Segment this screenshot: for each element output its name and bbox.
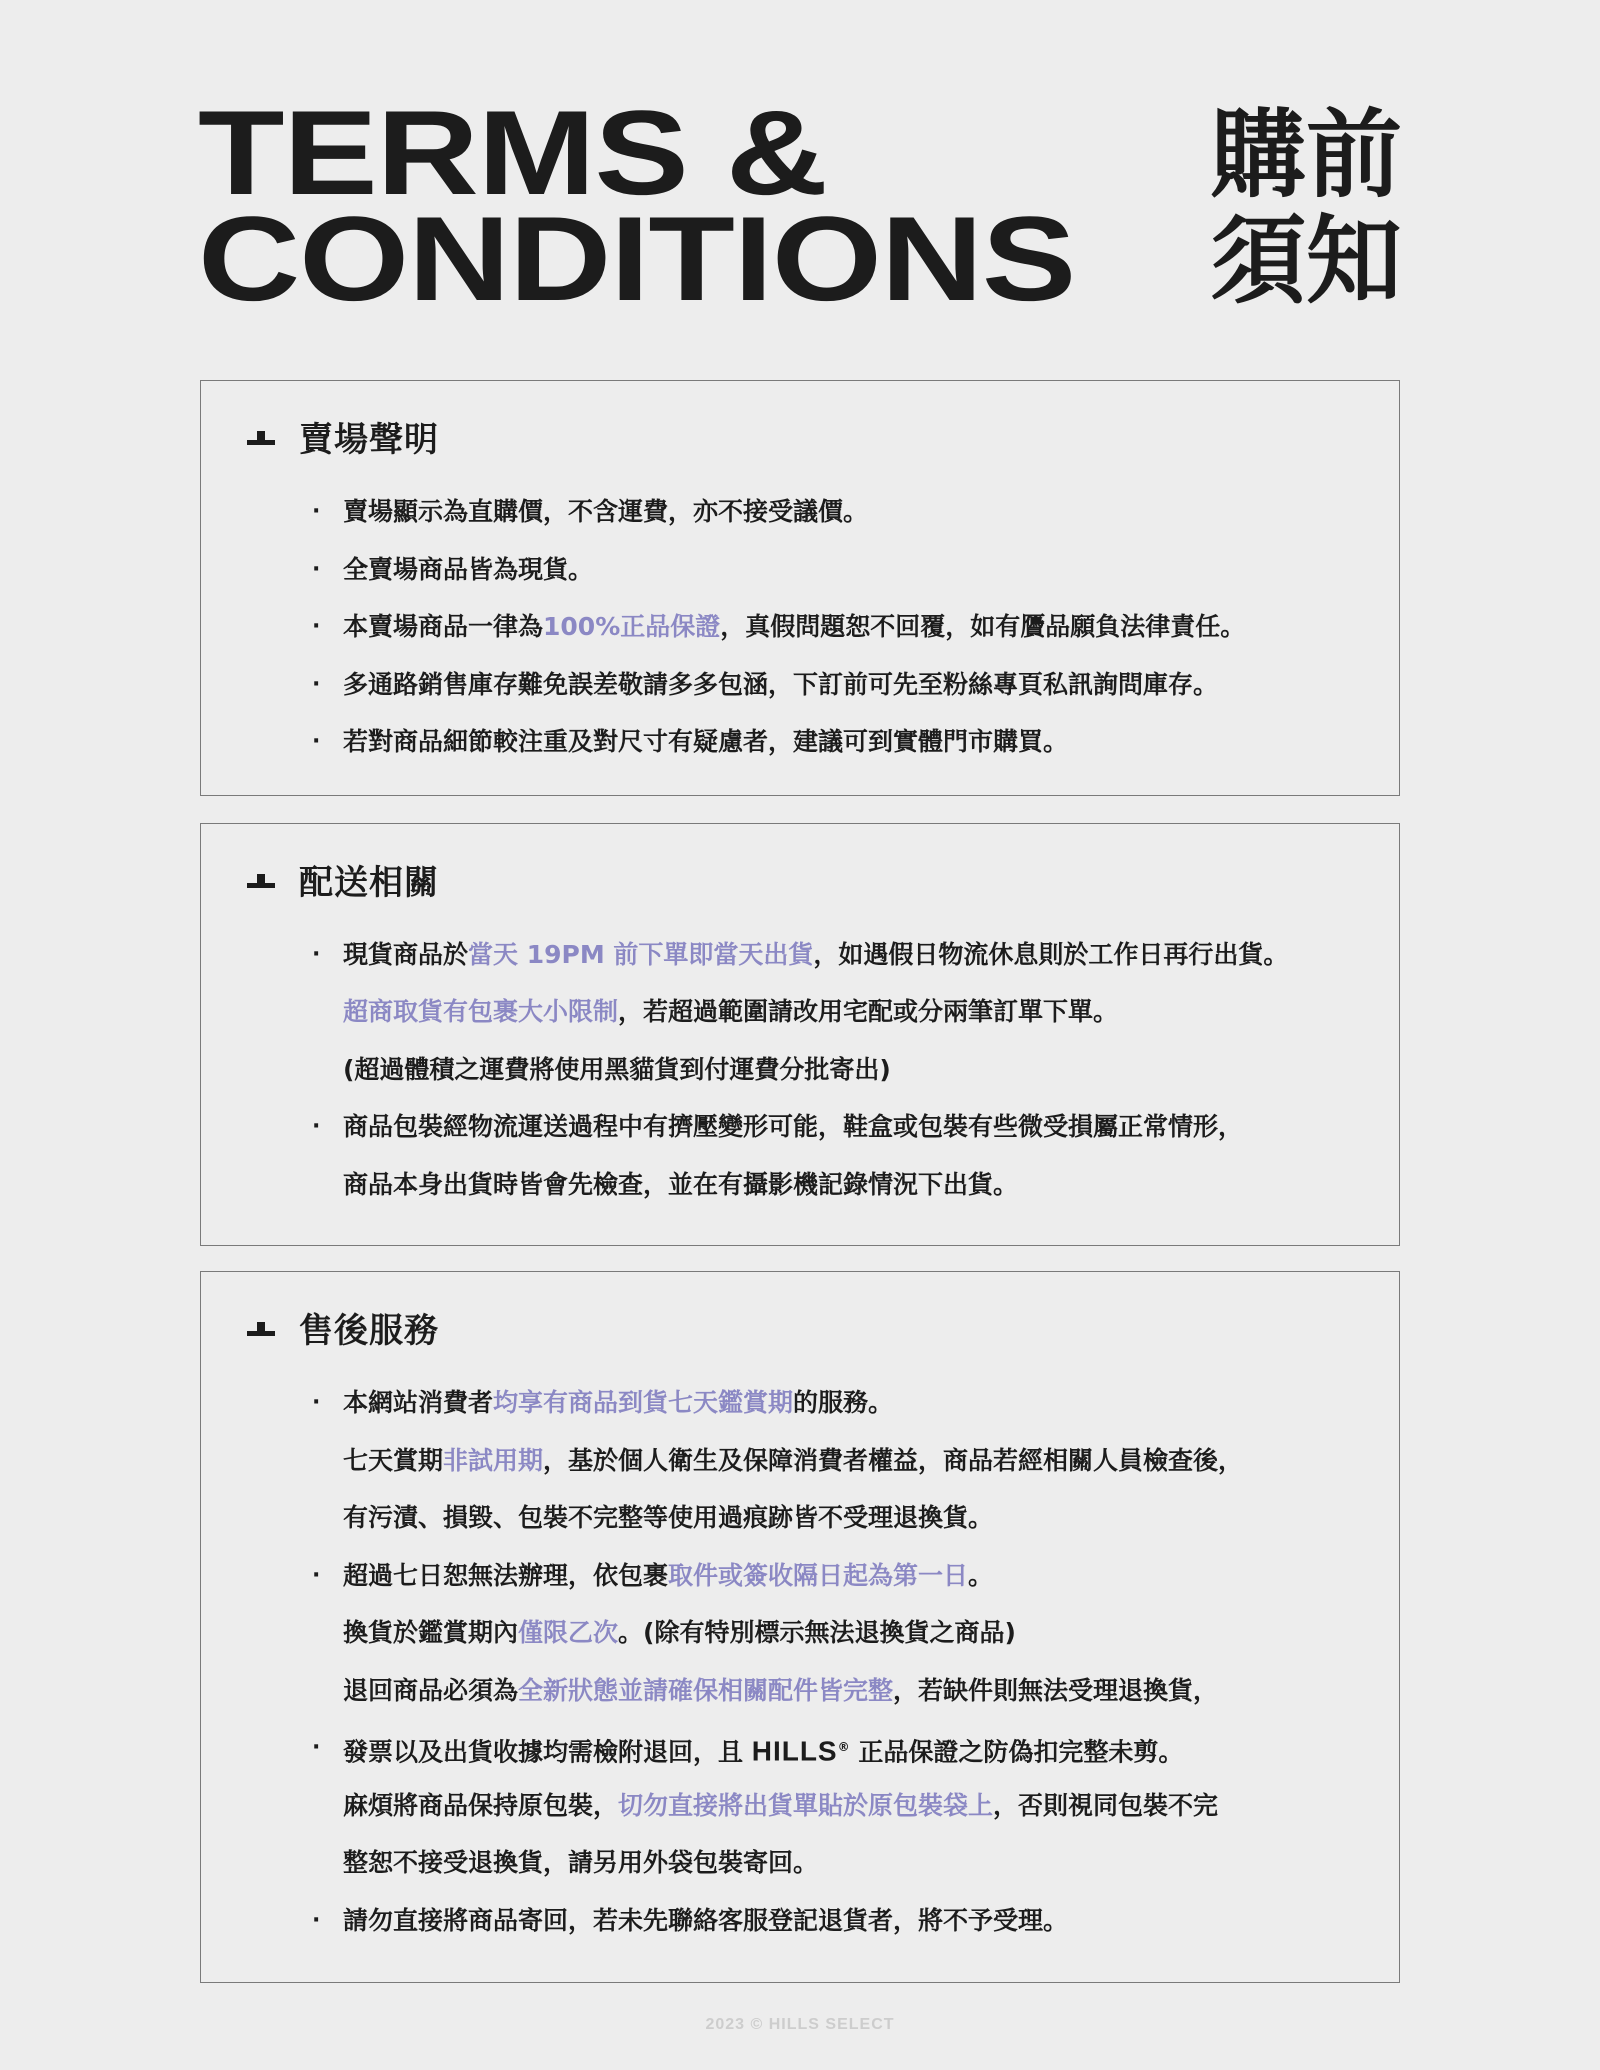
- bullet-icon: ·: [312, 942, 321, 967]
- highlight-text: 100%正品保證: [543, 612, 721, 641]
- item-text: 現貨商品於: [343, 940, 469, 969]
- bullet-icon: ·: [312, 729, 321, 754]
- item-text: 整恕不接受退換貨，請另用外袋包裝寄回。: [343, 1848, 819, 1877]
- item-text: 多通路銷售庫存難免誤差敬請多多包涵，下訂前可先至粉絲專頁私訊詢問庫存。: [343, 669, 1219, 699]
- list-item: [201, 1041, 1399, 1098]
- item-text: 退回商品必須為: [343, 1675, 519, 1705]
- section-marker-icon: [247, 870, 275, 888]
- list-item: [201, 1098, 1399, 1155]
- item-text: 全賣場商品皆為現貨。: [343, 554, 594, 584]
- bullet-icon: ·: [312, 1562, 321, 1588]
- item-text: ，真假問題恕不回覆，如有贗品願負法律責任。: [720, 612, 1246, 641]
- section-title: 賣場聲明: [299, 419, 439, 460]
- bullet-icon: ·: [312, 671, 321, 697]
- list-item: [201, 1432, 1399, 1490]
- item-text: 本網站消費者: [343, 1388, 494, 1417]
- item-text: ，否則視同包裝不完: [993, 1790, 1219, 1820]
- bullet-icon: ·: [312, 556, 321, 582]
- item-text: 商品本身出貨時皆會先檢查，並在有攝影機記錄情況下出貨。: [343, 1169, 1019, 1199]
- registered-mark: ®: [837, 1740, 850, 1754]
- item-text: ，若缺件則無法受理退換貨，: [893, 1675, 1219, 1705]
- item-text: 本賣場商品一律為: [343, 612, 544, 641]
- item-text: (超過體積之運費將使用黑貓貨到付運費分批寄出): [343, 1054, 891, 1084]
- section-title: 售後服務: [299, 1310, 439, 1351]
- list-item: [201, 656, 1399, 714]
- list-item: [201, 541, 1399, 599]
- bullet-icon: ·: [312, 1907, 321, 1933]
- item-text: 七天賞期: [343, 1445, 444, 1475]
- list-item: [201, 983, 1399, 1040]
- list-item: [201, 598, 1399, 656]
- list-item: [201, 1719, 1399, 1777]
- item-text: 賣場顯示為直購價，不含運費，亦不接受議價。: [343, 497, 869, 526]
- highlight-text: 非試用期: [443, 1445, 544, 1475]
- title-chinese-line2: 須知: [1210, 205, 1402, 317]
- list-item: [201, 1374, 1399, 1432]
- item-text: ，如遇假日物流休息則於工作日再行出貨。: [813, 940, 1289, 969]
- item-text: ，若超過範圍請改用宅配或分兩筆訂單下單。: [618, 997, 1119, 1027]
- item-text: 若對商品細節較注重及對尺寸有疑慮者，建議可到實體門市購買。: [343, 727, 1069, 756]
- highlight-text: 均享有商品到貨七天鑑賞期: [493, 1388, 794, 1417]
- highlight-text: 切勿直接將出貨單貼於原包裝袋上: [618, 1790, 994, 1820]
- highlight-text: 超商取貨有包裹大小限制: [343, 997, 619, 1027]
- title-english-line2: CONDITIONS: [198, 192, 1076, 326]
- item-text: 的服務。: [793, 1388, 894, 1417]
- section-after-sales: [200, 1271, 1400, 1983]
- item-text: 。: [968, 1560, 994, 1590]
- item-text: 超過七日恕無法辦理，依包裹: [343, 1560, 669, 1590]
- brand-logo: HILLS: [751, 1735, 838, 1767]
- item-text: 請勿直接將商品寄回，若未先聯絡客服登記退貨者，將不予受理。: [343, 1905, 1069, 1935]
- section-marker-icon: [247, 1318, 275, 1336]
- section-lines: [201, 1374, 1399, 1949]
- section-store-statement: [200, 380, 1400, 796]
- item-text: 商品包裝經物流運送過程中有擠壓變形可能，鞋盒或包裝有些微受損屬正常情形，: [343, 1112, 1244, 1142]
- section-title: 配送相關: [299, 862, 439, 903]
- title-chinese-line1: 購前: [1210, 99, 1402, 211]
- list-item: [201, 1777, 1399, 1835]
- section-header: [247, 854, 439, 904]
- item-text: 發票以及出貨收據均需檢附退回，且: [343, 1737, 752, 1767]
- list-item: [201, 1662, 1399, 1720]
- item-text: ，基於個人衛生及保障消費者權益，商品若經相關人員檢查後，: [543, 1445, 1244, 1475]
- bullet-icon: ·: [312, 1390, 321, 1415]
- title-english: [198, 86, 1076, 326]
- section-header: [247, 411, 439, 461]
- highlight-text: 取件或簽收隔日起為第一日: [668, 1560, 969, 1590]
- title-chinese: [1210, 99, 1402, 317]
- bullet-icon: ·: [312, 1114, 321, 1140]
- list-item: [201, 1489, 1399, 1547]
- section-header: [247, 1302, 439, 1352]
- section-marker-icon: [247, 427, 275, 445]
- item-text: 正品保證之防偽扣完整未剪。: [849, 1737, 1184, 1767]
- list-item: [201, 1547, 1399, 1605]
- section-shipping: [200, 823, 1400, 1246]
- item-text: 。(除有特別標示無法退換貨之商品): [618, 1618, 1016, 1647]
- list-item: [201, 926, 1399, 983]
- list-item: [201, 1892, 1399, 1950]
- list-item: [201, 713, 1399, 771]
- list-item: [201, 1156, 1399, 1213]
- bullet-icon: ·: [312, 1735, 321, 1760]
- highlight-text: 僅限乙次: [518, 1618, 619, 1647]
- bullet-icon: ·: [312, 614, 321, 639]
- item-text: 麻煩將商品保持原包裝，: [343, 1790, 619, 1820]
- footer-copyright: 2023 © HILLS SELECT: [705, 2016, 895, 2033]
- list-item: [201, 1834, 1399, 1892]
- highlight-text: 全新狀態並請確保相關配件皆完整: [518, 1675, 894, 1705]
- page-header: [198, 86, 1402, 330]
- list-item: [201, 483, 1399, 541]
- list-item: [201, 1604, 1399, 1662]
- section-lines: [201, 483, 1399, 771]
- highlight-text: 當天 19PM 前下單即當天出貨: [468, 940, 814, 969]
- title-english-line1: TERMS &: [198, 86, 827, 220]
- section-lines: [201, 926, 1399, 1213]
- bullet-icon: ·: [312, 499, 321, 524]
- item-text: 換貨於鑑賞期內: [343, 1618, 519, 1647]
- item-text: 有污漬、損毀、包裝不完整等使用過痕跡皆不受理退換貨。: [343, 1503, 994, 1532]
